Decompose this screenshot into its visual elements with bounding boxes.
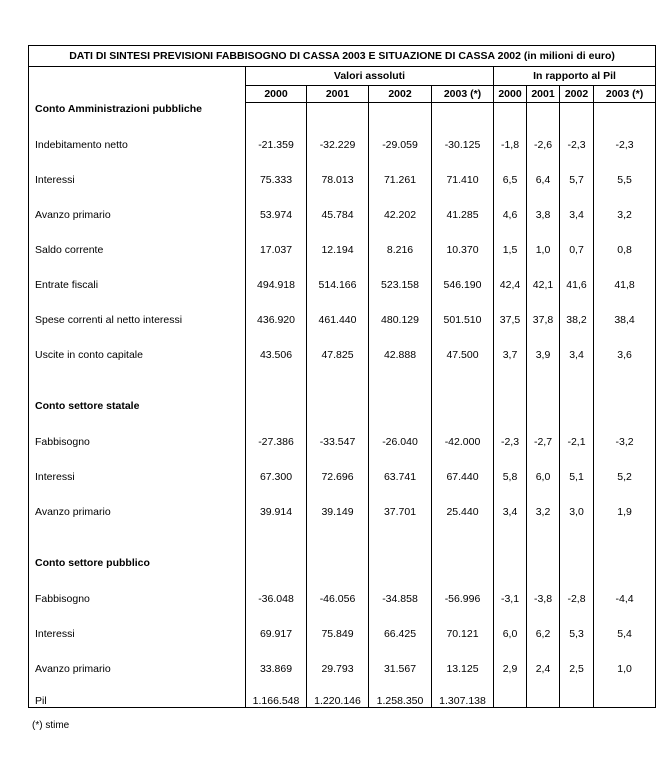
value-cell: 29.793 (307, 652, 369, 687)
value-cell: 71.410 (432, 163, 494, 198)
value-cell (494, 373, 527, 400)
value-cell (594, 557, 656, 582)
value-cell: -36.048 (246, 582, 307, 617)
value-cell: 6,4 (527, 163, 560, 198)
value-cell: 0,7 (560, 233, 594, 268)
value-cell: 461.440 (307, 303, 369, 338)
value-cell (369, 103, 432, 128)
value-cell: 4,6 (494, 198, 527, 233)
year-header: 2003 (*) (432, 86, 494, 103)
value-cell: 66.425 (369, 617, 432, 652)
row-label: Avanzo primario (29, 652, 246, 687)
value-cell: 514.166 (307, 268, 369, 303)
value-cell: 53.974 (246, 198, 307, 233)
row-label: Fabbisogno (29, 425, 246, 460)
value-cell: 2,5 (560, 652, 594, 687)
value-cell (369, 373, 432, 400)
value-cell (246, 373, 307, 400)
value-cell (594, 687, 656, 708)
value-cell (369, 530, 432, 557)
value-cell: 37,5 (494, 303, 527, 338)
value-cell (560, 400, 594, 425)
value-cell: 69.917 (246, 617, 307, 652)
value-cell: 1,5 (494, 233, 527, 268)
row-label: Pil (29, 687, 246, 708)
value-cell: 501.510 (432, 303, 494, 338)
year-header: 2002 (560, 86, 594, 103)
table-row (29, 652, 656, 687)
value-cell: -2,6 (527, 128, 560, 163)
year-header: 2001 (307, 86, 369, 103)
value-cell: 5,4 (594, 617, 656, 652)
value-cell: -42.000 (432, 425, 494, 460)
value-cell (594, 530, 656, 557)
value-cell (494, 557, 527, 582)
row-label: Interessi (29, 617, 246, 652)
value-cell: 8.216 (369, 233, 432, 268)
summary-table (28, 45, 656, 708)
value-cell (246, 557, 307, 582)
value-cell: 13.125 (432, 652, 494, 687)
value-cell: 3,4 (494, 495, 527, 530)
value-cell: 25.440 (432, 495, 494, 530)
value-cell: 42,1 (527, 268, 560, 303)
value-cell: 494.918 (246, 268, 307, 303)
value-cell: 3,4 (560, 338, 594, 373)
table-row (29, 233, 656, 268)
group-header-absolute: Valori assoluti (246, 67, 494, 86)
value-cell: 523.158 (369, 268, 432, 303)
year-header: 2003 (*) (594, 86, 656, 103)
value-cell: 78.013 (307, 163, 369, 198)
value-cell (307, 373, 369, 400)
value-cell: 3,8 (527, 198, 560, 233)
year-header: 2002 (369, 86, 432, 103)
value-cell (369, 400, 432, 425)
table-row (29, 582, 656, 617)
table-row (29, 617, 656, 652)
value-cell (432, 373, 494, 400)
value-cell: -3,8 (527, 582, 560, 617)
spacer-row (29, 530, 656, 557)
value-cell: 71.261 (369, 163, 432, 198)
section-row (29, 557, 656, 582)
value-cell (560, 103, 594, 128)
value-cell: -21.359 (246, 128, 307, 163)
value-cell: 38,2 (560, 303, 594, 338)
value-cell: 6,2 (527, 617, 560, 652)
value-cell: 1.258.350 (369, 687, 432, 708)
section-label: Conto settore statale (29, 400, 246, 425)
value-cell (494, 687, 527, 708)
value-cell: 43.506 (246, 338, 307, 373)
value-cell: 38,4 (594, 303, 656, 338)
value-cell (494, 530, 527, 557)
value-cell (560, 557, 594, 582)
year-header: 2001 (527, 86, 560, 103)
value-cell: 1,9 (594, 495, 656, 530)
value-cell (494, 103, 527, 128)
value-cell: 5,7 (560, 163, 594, 198)
footnote: (*) stime (32, 720, 70, 731)
table-row (29, 268, 656, 303)
row-label (29, 530, 246, 557)
table-row (29, 198, 656, 233)
value-cell: 37.701 (369, 495, 432, 530)
value-cell: 31.567 (369, 652, 432, 687)
value-cell: -32.229 (307, 128, 369, 163)
group-header-pil-ratio: In rapporto al Pil (494, 67, 656, 86)
row-label (29, 373, 246, 400)
value-cell: 3,2 (527, 495, 560, 530)
value-cell: -2,8 (560, 582, 594, 617)
value-cell: -2,3 (560, 128, 594, 163)
value-cell (432, 530, 494, 557)
table-row (29, 338, 656, 373)
value-cell: 41,6 (560, 268, 594, 303)
value-cell: 5,1 (560, 460, 594, 495)
row-label: Interessi (29, 163, 246, 198)
value-cell: 39.914 (246, 495, 307, 530)
value-cell: 42,4 (494, 268, 527, 303)
value-cell: 5,8 (494, 460, 527, 495)
value-cell (432, 103, 494, 128)
row-label: Interessi (29, 460, 246, 495)
row-label: Spese correnti al netto interessi (29, 303, 246, 338)
section-label: Conto settore pubblico (29, 557, 246, 582)
value-cell: -3,1 (494, 582, 527, 617)
value-cell (560, 687, 594, 708)
value-cell: 6,5 (494, 163, 527, 198)
value-cell: -2,3 (594, 128, 656, 163)
table-row (29, 460, 656, 495)
row-label: Avanzo primario (29, 495, 246, 530)
value-cell: 67.300 (246, 460, 307, 495)
value-cell: 47.825 (307, 338, 369, 373)
value-cell: 1,0 (527, 233, 560, 268)
value-cell (560, 373, 594, 400)
value-cell: -2,1 (560, 425, 594, 460)
header-blank (29, 67, 246, 86)
spacer-row (29, 373, 656, 400)
value-cell: -29.059 (369, 128, 432, 163)
value-cell (560, 530, 594, 557)
value-cell: 39.149 (307, 495, 369, 530)
value-cell (494, 400, 527, 425)
value-cell (369, 557, 432, 582)
value-cell (432, 557, 494, 582)
value-cell: 45.784 (307, 198, 369, 233)
value-cell: 42.888 (369, 338, 432, 373)
value-cell: 63.741 (369, 460, 432, 495)
value-cell: -26.040 (369, 425, 432, 460)
value-cell: 42.202 (369, 198, 432, 233)
value-cell: -3,2 (594, 425, 656, 460)
value-cell (594, 373, 656, 400)
value-cell: 3,4 (560, 198, 594, 233)
value-cell: 5,3 (560, 617, 594, 652)
value-cell: -4,4 (594, 582, 656, 617)
value-cell: 67.440 (432, 460, 494, 495)
value-cell: 12.194 (307, 233, 369, 268)
value-cell: 33.869 (246, 652, 307, 687)
value-cell (594, 400, 656, 425)
year-header: 2000 (246, 86, 307, 103)
value-cell: 70.121 (432, 617, 494, 652)
value-cell: 5,5 (594, 163, 656, 198)
value-cell: 3,0 (560, 495, 594, 530)
value-cell (594, 103, 656, 128)
value-cell (246, 530, 307, 557)
value-cell: 1.307.138 (432, 687, 494, 708)
value-cell: 17.037 (246, 233, 307, 268)
table-row (29, 128, 656, 163)
value-cell: -2,3 (494, 425, 527, 460)
value-cell (307, 557, 369, 582)
row-label: Indebitamento netto (29, 128, 246, 163)
value-cell (432, 400, 494, 425)
value-cell: 6,0 (527, 460, 560, 495)
value-cell: 75.333 (246, 163, 307, 198)
table-title: DATI DI SINTESI PREVISIONI FABBISOGNO DI CASSA 2003 E SITUAZIONE DI CASSA 2002 (in milioni di euro) (29, 46, 656, 67)
header-blank (29, 86, 246, 103)
row-label: Entrate fiscali (29, 268, 246, 303)
value-cell: 6,0 (494, 617, 527, 652)
value-cell: 1.166.548 (246, 687, 307, 708)
value-cell (527, 400, 560, 425)
section-label: Conto Amministrazioni pubbliche (29, 103, 246, 128)
value-cell: 2,9 (494, 652, 527, 687)
section-row (29, 400, 656, 425)
table-row (29, 163, 656, 198)
value-cell: 480.129 (369, 303, 432, 338)
value-cell (246, 103, 307, 128)
value-cell: -46.056 (307, 582, 369, 617)
value-cell (527, 530, 560, 557)
value-cell: 3,6 (594, 338, 656, 373)
value-cell (307, 400, 369, 425)
value-cell: -1,8 (494, 128, 527, 163)
year-header: 2000 (494, 86, 527, 103)
value-cell: 1,0 (594, 652, 656, 687)
value-cell: 37,8 (527, 303, 560, 338)
value-cell: 41,8 (594, 268, 656, 303)
value-cell: 0,8 (594, 233, 656, 268)
value-cell: 3,2 (594, 198, 656, 233)
value-cell (527, 373, 560, 400)
value-cell: 72.696 (307, 460, 369, 495)
row-label: Avanzo primario (29, 198, 246, 233)
value-cell (307, 530, 369, 557)
value-cell (527, 557, 560, 582)
row-label: Fabbisogno (29, 582, 246, 617)
value-cell: 3,7 (494, 338, 527, 373)
value-cell: 41.285 (432, 198, 494, 233)
table-row (29, 495, 656, 530)
data-table-container (28, 45, 655, 708)
value-cell: 2,4 (527, 652, 560, 687)
table-row (29, 425, 656, 460)
value-cell (527, 103, 560, 128)
value-cell: 546.190 (432, 268, 494, 303)
value-cell: -27.386 (246, 425, 307, 460)
value-cell (527, 687, 560, 708)
table-row (29, 303, 656, 338)
value-cell (307, 103, 369, 128)
value-cell: 75.849 (307, 617, 369, 652)
value-cell: 3,9 (527, 338, 560, 373)
value-cell: 10.370 (432, 233, 494, 268)
value-cell: 47.500 (432, 338, 494, 373)
row-label: Uscite in conto capitale (29, 338, 246, 373)
value-cell: -30.125 (432, 128, 494, 163)
section-row (29, 103, 656, 128)
value-cell: -56.996 (432, 582, 494, 617)
value-cell: -34.858 (369, 582, 432, 617)
value-cell: -33.547 (307, 425, 369, 460)
row-label: Saldo corrente (29, 233, 246, 268)
value-cell: -2,7 (527, 425, 560, 460)
table-row (29, 687, 656, 708)
value-cell: 436.920 (246, 303, 307, 338)
value-cell: 5,2 (594, 460, 656, 495)
value-cell: 1.220.146 (307, 687, 369, 708)
value-cell (246, 400, 307, 425)
